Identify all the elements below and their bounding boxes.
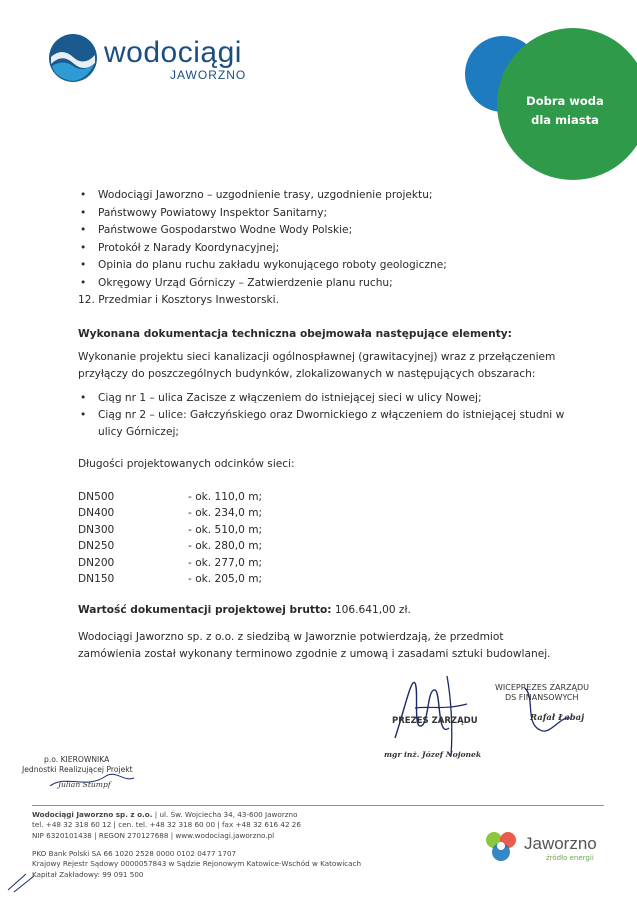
footer-contact [32,810,301,841]
footer-divider [32,805,604,806]
list-item: • Państwowe Gospodarstwo Wodne Wody Polskie; [80,224,353,236]
value-amount: 106.641,00 zł. [334,604,411,616]
list-item: • Wodociągi Jaworzno – uzgodnienie trasy, uzgodnienie projektu; [80,189,433,201]
footer-line-6: Kapitał Zakładowy: 99 091 500 [32,869,144,879]
city-logo-sub: źródło energii [546,854,594,862]
numbered-item: 12. Przedmiar i Kosztorys Inwestorski. [78,294,279,306]
left-signature-icon [46,768,136,794]
lengths-intro: Długości projektowanych odcinków sieci: [78,458,295,470]
list-item: • Państwowy Powiatowy Inspektor Sanitarny; [80,206,328,219]
company-logo-icon [48,33,98,83]
footer-registry [32,849,361,880]
company-name: wodociągi [104,36,242,69]
slogan [506,92,624,130]
vp-stamp-title-2: DS FINANSOWYCH [505,693,579,702]
pen-mark-icon [6,868,40,894]
list-item: • Protokół z Narady Koordynacyjnej; [80,241,280,254]
left-stamp-line-2: Jednostki Realizującej Projekt [22,765,133,774]
list-item: • Ciąg nr 1 – ulica Zacisze z włączeniem do istniejącej sieci w ulicy Nowej; [80,392,482,404]
footer-line-2: tel. +48 32 318 60 12 | cen. tel. +48 32 318 60 00 | fax +48 32 616 42 26 [32,820,301,830]
president-stamp-name: mgr inż. Józef Nojonek [384,750,482,759]
footer-line-5: Krajowy Rejestr Sądowy 0000057843 w Sądzie Rejonowym Katowice-Wschód w Katowicach [32,859,362,869]
approvals-list [78,187,447,310]
footer-line-3: NIP 6320101438 | REGON 270127688 | www.wodociagi.jaworzno.pl [32,830,275,840]
list-item: • Opinia do planu ruchu zakładu wykonującego roboty geologiczne; [80,259,447,271]
value-line [78,604,411,616]
list-item: • Okręgowy Urząd Górniczy – Zatwierdzenie planu ruchu; [80,276,393,289]
left-stamp-name: Julian Stumpf [58,780,111,789]
president-stamp-title: PREZES ZARZĄDU [392,716,478,726]
documentation-heading: Wykonana dokumentacja techniczna obejmowała następujące elementy: [78,328,512,340]
company-city: JAWORZNO [170,68,247,82]
list-item: • Ciąg nr 2 – ulice: Gałczyńskiego oraz Dwornickiego z włączeniem do istniejącej studni w ulicy Górniczej; [80,409,565,438]
documentation-intro: Wykonanie projektu sieci kanalizacji ogólnospławnej (grawitacyjnej) wraz z przełączeniem przyłączy do poszczególnych budynków, zlokalizowanych w następujących obszarach: [78,351,556,380]
city-logo-name: Jaworzno [524,834,597,853]
slogan-line-2: dla miasta [531,113,599,127]
footer-line-4: PKO Bank Polski SA 66 1020 2528 0000 0102 0477 1707 [32,849,237,858]
slogan-line-1: Dobra woda [526,94,604,108]
left-stamp-line-1: p.o. KIEROWNIKA [44,755,110,764]
closing-statement: Wodociągi Jaworzno sp. z o.o. z siedzibą w Jaworznie potwierdzają, że przedmiot zamówienia został wykonany terminowo zgodnie z umową i zasadami sztuki budowlanej. [78,631,551,660]
city-logo-icon [484,829,518,863]
areas-list [78,390,568,441]
vp-stamp-title-1: WICEPREZES ZARZĄDU [495,683,589,692]
value-label: Wartość dokumentacji projektowej brutto: [78,604,332,616]
footer-line-1: Wodociągi Jaworzno sp. z o.o. | ul. Św. Wojciecha 34, 43-600 Jaworzno [32,810,298,819]
vp-stamp-name: Rafał Łabaj [530,713,585,723]
